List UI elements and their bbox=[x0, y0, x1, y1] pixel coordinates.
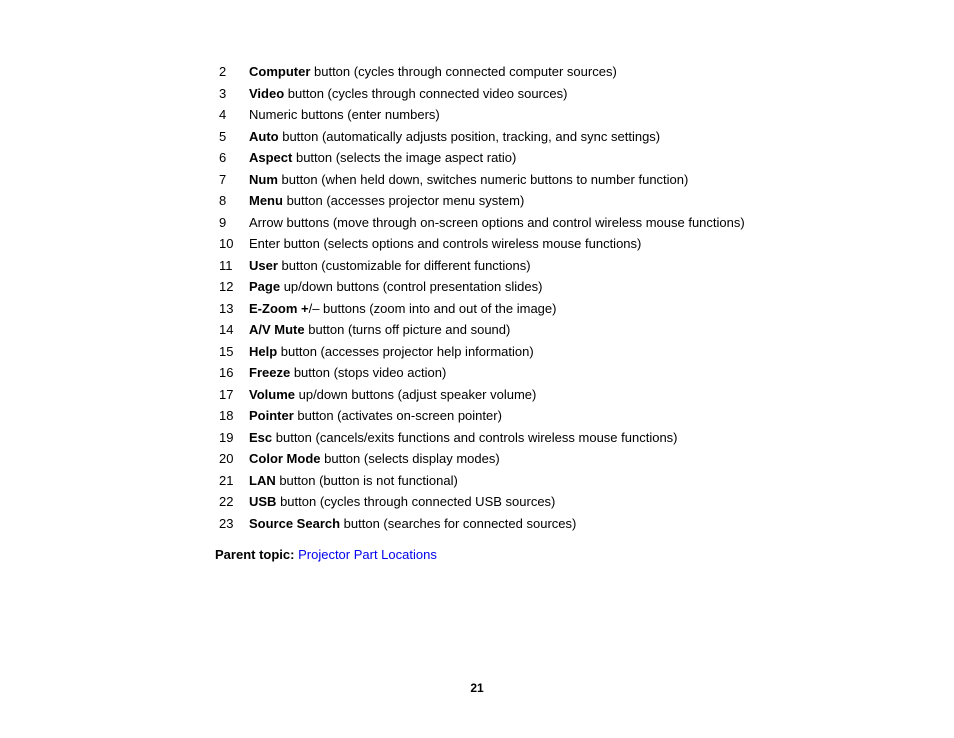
item-term: Source Search bbox=[249, 515, 341, 531]
item-number: 12 bbox=[219, 279, 234, 294]
list-item bbox=[219, 126, 745, 148]
item-number: 16 bbox=[219, 365, 234, 380]
item-text bbox=[249, 255, 531, 277]
item-term: Video bbox=[249, 85, 285, 101]
list-item bbox=[219, 491, 745, 513]
list-item bbox=[219, 470, 745, 492]
item-term: USB bbox=[249, 494, 277, 509]
item-description: up/down buttons (control presentation slides) bbox=[280, 279, 543, 294]
item-description: button (accesses projector help information) bbox=[277, 343, 534, 359]
item-description: button (cycles through connected video sources) bbox=[284, 85, 568, 101]
item-number: 19 bbox=[219, 429, 234, 445]
item-term: Page bbox=[249, 279, 281, 294]
item-text bbox=[249, 276, 542, 298]
item-description: button (selects the image aspect ratio) bbox=[292, 150, 517, 165]
item-text bbox=[249, 470, 458, 492]
item-description: up/down buttons (adjust speaker volume) bbox=[295, 386, 537, 402]
item-number: 23 bbox=[219, 515, 234, 531]
list-item bbox=[219, 169, 745, 191]
item-text bbox=[249, 190, 524, 212]
list-item bbox=[219, 190, 745, 212]
item-text bbox=[249, 169, 688, 191]
item-text bbox=[249, 126, 660, 148]
item-number: 9 bbox=[219, 214, 227, 230]
item-term: Volume bbox=[249, 386, 295, 402]
callout-list bbox=[219, 61, 745, 534]
list-item bbox=[219, 513, 745, 535]
item-text bbox=[249, 104, 440, 126]
list-item bbox=[219, 276, 745, 298]
item-number: 2 bbox=[219, 64, 227, 79]
item-description: Arrow buttons (move through on-screen options and control wireless mouse functions) bbox=[249, 214, 745, 230]
item-number: 3 bbox=[219, 85, 227, 101]
item-text bbox=[249, 513, 576, 535]
parent-topic-link[interactable]: Projector Part Locations bbox=[298, 547, 437, 562]
item-term: Computer bbox=[249, 64, 311, 79]
item-text bbox=[249, 362, 446, 384]
item-term: Freeze bbox=[249, 365, 291, 380]
item-description: button (cycles through connected computer sources) bbox=[310, 64, 617, 79]
item-number: 8 bbox=[219, 193, 227, 208]
list-item bbox=[219, 233, 745, 255]
list-item bbox=[219, 341, 745, 363]
list-item bbox=[219, 319, 745, 341]
item-number: 7 bbox=[219, 171, 227, 187]
item-number: 6 bbox=[219, 150, 227, 165]
item-text bbox=[249, 341, 534, 363]
item-term: Aspect bbox=[249, 150, 293, 165]
parent-topic-label: Parent topic: bbox=[215, 547, 295, 562]
item-text bbox=[249, 491, 555, 513]
item-number: 15 bbox=[219, 343, 234, 359]
list-item bbox=[219, 212, 745, 234]
list-item bbox=[219, 405, 745, 427]
item-number: 11 bbox=[219, 257, 233, 273]
item-description: button (activates on-screen pointer) bbox=[293, 408, 502, 423]
item-text bbox=[249, 61, 617, 83]
page-number: 21 bbox=[470, 681, 484, 695]
item-term: A/V Mute bbox=[249, 322, 305, 337]
parent-topic bbox=[215, 544, 437, 565]
item-description: button (customizable for different functions) bbox=[277, 257, 531, 273]
item-term: Pointer bbox=[249, 408, 294, 423]
list-item bbox=[219, 255, 745, 277]
item-description: button (button is not functional) bbox=[275, 472, 458, 488]
item-description: /– buttons (zoom into and out of the image) bbox=[308, 300, 557, 316]
list-item bbox=[219, 298, 745, 320]
item-text bbox=[249, 448, 500, 470]
item-term: Color Mode bbox=[249, 451, 321, 466]
item-term: Esc bbox=[249, 429, 273, 445]
item-number: 5 bbox=[219, 128, 227, 144]
item-description: button (automatically adjusts position, tracking, and sync settings) bbox=[278, 128, 661, 144]
item-number: 4 bbox=[219, 107, 227, 122]
item-number: 21 bbox=[219, 472, 234, 488]
item-number: 14 bbox=[219, 322, 234, 337]
item-description: Enter button (selects options and controls wireless mouse functions) bbox=[249, 236, 642, 251]
item-number: 13 bbox=[219, 300, 234, 316]
item-description: button (stops video action) bbox=[290, 365, 447, 380]
list-item bbox=[219, 384, 745, 406]
item-description: Numeric buttons (enter numbers) bbox=[249, 107, 440, 122]
item-text bbox=[249, 405, 502, 427]
item-description: button (accesses projector menu system) bbox=[282, 193, 525, 208]
item-term: Menu bbox=[249, 193, 283, 208]
list-item bbox=[219, 448, 745, 470]
item-number: 20 bbox=[219, 451, 234, 466]
list-item bbox=[219, 61, 745, 83]
item-number: 10 bbox=[219, 236, 234, 251]
item-number: 18 bbox=[219, 408, 234, 423]
list-item bbox=[219, 147, 745, 169]
item-number: 17 bbox=[219, 386, 234, 402]
item-text bbox=[249, 319, 510, 341]
item-description: button (cancels/exits functions and controls wireless mouse functions) bbox=[272, 429, 678, 445]
list-item bbox=[219, 83, 745, 105]
item-description: button (turns off picture and sound) bbox=[304, 322, 511, 337]
list-item bbox=[219, 427, 745, 449]
list-item bbox=[219, 104, 745, 126]
item-text bbox=[249, 384, 536, 406]
item-term: User bbox=[249, 257, 278, 273]
item-description: button (selects display modes) bbox=[320, 451, 500, 466]
item-text bbox=[249, 83, 567, 105]
item-description: button (searches for connected sources) bbox=[340, 515, 577, 531]
item-number: 22 bbox=[219, 494, 234, 509]
item-term: Auto bbox=[249, 128, 279, 144]
item-text bbox=[249, 427, 678, 449]
list-item bbox=[219, 362, 745, 384]
item-text bbox=[249, 212, 745, 234]
item-description: button (when held down, switches numeric buttons to number function) bbox=[277, 171, 689, 187]
item-description: button (cycles through connected USB sources) bbox=[276, 494, 556, 509]
item-text bbox=[249, 233, 641, 255]
item-text bbox=[249, 298, 556, 320]
item-text bbox=[249, 147, 516, 169]
item-term: Num bbox=[249, 171, 278, 187]
item-term: Help bbox=[249, 343, 278, 359]
item-term: LAN bbox=[249, 472, 276, 488]
item-term: E-Zoom + bbox=[249, 300, 309, 316]
